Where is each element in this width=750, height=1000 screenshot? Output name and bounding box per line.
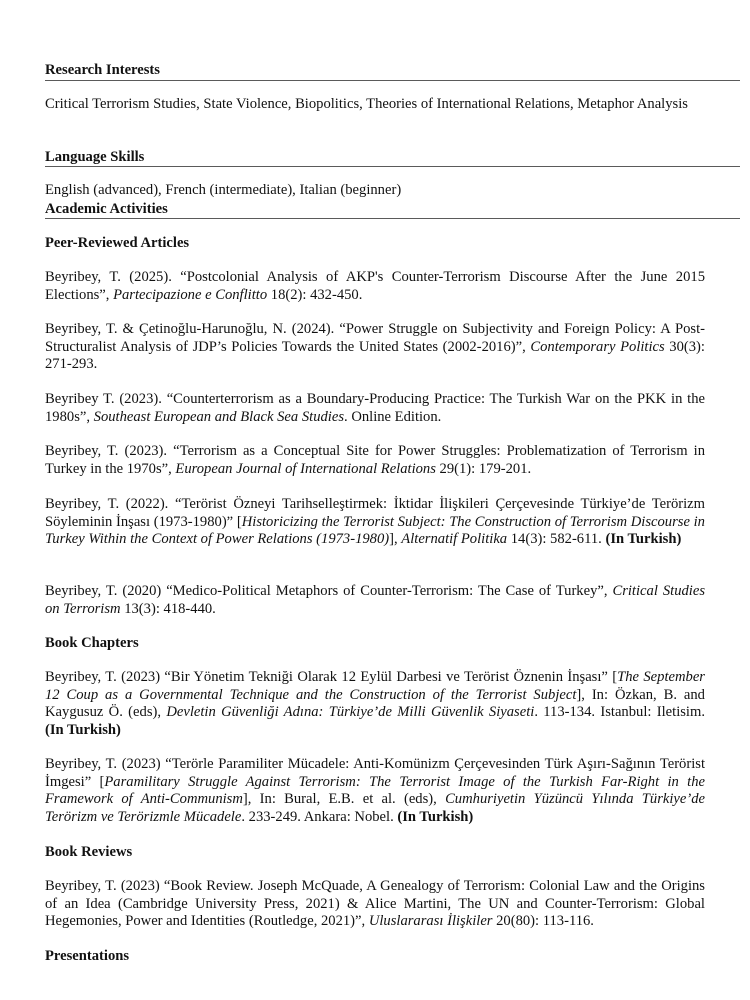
section-rule <box>45 218 740 219</box>
section-heading-language-skills: Language Skills <box>45 149 145 165</box>
citation-details: . 233-249. Ankara: Nobel. <box>241 808 398 825</box>
citation-text: ], <box>389 531 402 547</box>
citation-text: Beyribey, T. (2020) “Medico-Political Metaphors of Counter-Terrorism: The Case of Turkey”, <box>45 583 613 599</box>
citation-text: Beyribey, T. (2023) “Book Review. Joseph McQuade, A Genealogy of Terrorism: Colonial Law and the Origins of an Idea (Cambridge University Press, 2021) & Alice Martini, The UN and Counter-Terrorism: Global Hegemonies, Power and Identities (Routledge, 2021)”, <box>45 878 705 929</box>
citation-details: 20(80): 113-116. <box>492 913 594 929</box>
citation-text: Beyribey, T. (2023). “Terrorism as a Conceptual Site for Power Struggles: Problematization of Terrorism in Turkey in the 1970s”, <box>45 443 705 477</box>
subheading-presentations: Presentations <box>45 948 130 964</box>
publication-entry <box>45 583 705 618</box>
language-note: (In Turkish) <box>45 721 121 738</box>
citation-text: ], In: Bural, E.B. et al. (eds), <box>242 791 446 807</box>
publication-entry <box>45 269 705 304</box>
book-title: Devletin Güvenliği Adına: Türkiye’de Milli Güvenlik Siyaseti <box>166 704 535 720</box>
section-rule <box>45 166 740 167</box>
publication-entry <box>45 391 705 426</box>
language-note: (In Turkish) <box>397 808 474 825</box>
language-note: (In Turkish) <box>605 531 682 547</box>
translated-title: Historicizing the Terrorist Subject: The Construction of Terrorism Discourse in Turkey Within the Context of Power Relations (1973-1980) <box>45 513 705 547</box>
publication-entry <box>45 443 705 478</box>
section-heading-academic-activities: Academic Activities <box>45 201 168 217</box>
journal-title: Partecipazione e Conflitto <box>113 286 268 303</box>
translated-title: The September 12 Coup as a Governmental Technique and the Construction of the Terrorist Subject <box>45 669 705 703</box>
book-chapter-entry <box>45 756 705 826</box>
journal-title: Southeast European and Black Sea Studies <box>93 408 345 425</box>
citation-text: Beyribey, T. (2023) “Terörle Paramiliter Mücadele: Anti-Komünizm Çerçevesinden Türk Aşırı-Sağının Terörist İmgesi” [ <box>45 756 705 790</box>
citation-text: ], In: Özkan, B. and Kaygusuz Ö. (eds), <box>45 686 705 720</box>
subheading-peer-reviewed-articles: Peer-Reviewed Articles <box>45 235 190 251</box>
citation-details: . Online Edition. <box>344 408 442 425</box>
section-heading-research-interests: Research Interests <box>45 62 160 78</box>
publication-entry <box>45 496 705 549</box>
language-skills-text: English (advanced), French (intermediate), Italian (beginner) <box>45 182 402 198</box>
journal-title: Uluslararası İlişkiler <box>368 913 493 929</box>
citation-text: Beyribey T. (2023). “Counterterrorism as a Boundary-Producing Practice: The Turkish War on the PKK in the 1980s”, <box>45 391 705 425</box>
citation-text: Beyribey, T. & Çetinoğlu-Harunoğlu, N. (2024). “Power Struggle on Subjectivity and Foreign Policy: A Post-Structuralist Analysis of JDP’s Policies Towards the United States (2002-2016)”, <box>45 321 705 355</box>
book-chapter-entry <box>45 669 705 739</box>
citation-details: 30(3): 271-293. <box>45 338 705 372</box>
citation-details: 13(3): 418-440. <box>120 600 216 617</box>
citation-text: Beyribey, T. (2025). “Postcolonial Analysis of AKP's Counter-Terrorism Discourse After the June 2015 Elections”, <box>45 269 705 303</box>
journal-title: Critical Studies on Terrorism <box>45 583 705 617</box>
citation-details: 18(2): 432-450. <box>267 286 363 303</box>
citation-text: Beyribey, T. (2022). “Terörist Özneyi Tarihselleştirmek: İktidar İlişkileri Çerçevesinde Türkiye’de Terörizm Söyleminin İnşası (1973-1980)” [ <box>45 496 705 530</box>
citation-text: Beyribey, T. (2023) “Bir Yönetim Tekniği Olarak 12 Eylül Darbesi ve Terörist Öznenin İnşası” [ <box>45 669 618 685</box>
journal-title: Alternatif Politika <box>401 531 508 547</box>
book-review-entry <box>45 878 705 931</box>
publication-entry <box>45 321 705 374</box>
research-interests-text: Critical Terrorism Studies, State Violence, Biopolitics, Theories of International Relations, Metaphor Analysis <box>45 96 688 112</box>
citation-details: . 113-134. Istanbul: Iletisim. <box>534 704 705 720</box>
book-title: Cumhuriyetin Yüzüncü Yılında Türkiye’de Terörizm ve Terörizmle Mücadele <box>45 791 705 825</box>
translated-title: Paramilitary Struggle Against Terrorism: The Terrorist Image of the Turkish Far-Right in the Framework of Anti-Communism <box>45 773 705 807</box>
section-rule <box>45 80 740 81</box>
journal-title: Contemporary Politics <box>530 338 665 355</box>
subheading-book-reviews: Book Reviews <box>45 844 133 860</box>
citation-details: 14(3): 582-611. <box>507 531 606 547</box>
subheading-book-chapters: Book Chapters <box>45 635 139 651</box>
citation-details: 29(1): 179-201. <box>435 460 532 477</box>
journal-title: European Journal of International Relations <box>175 460 436 477</box>
